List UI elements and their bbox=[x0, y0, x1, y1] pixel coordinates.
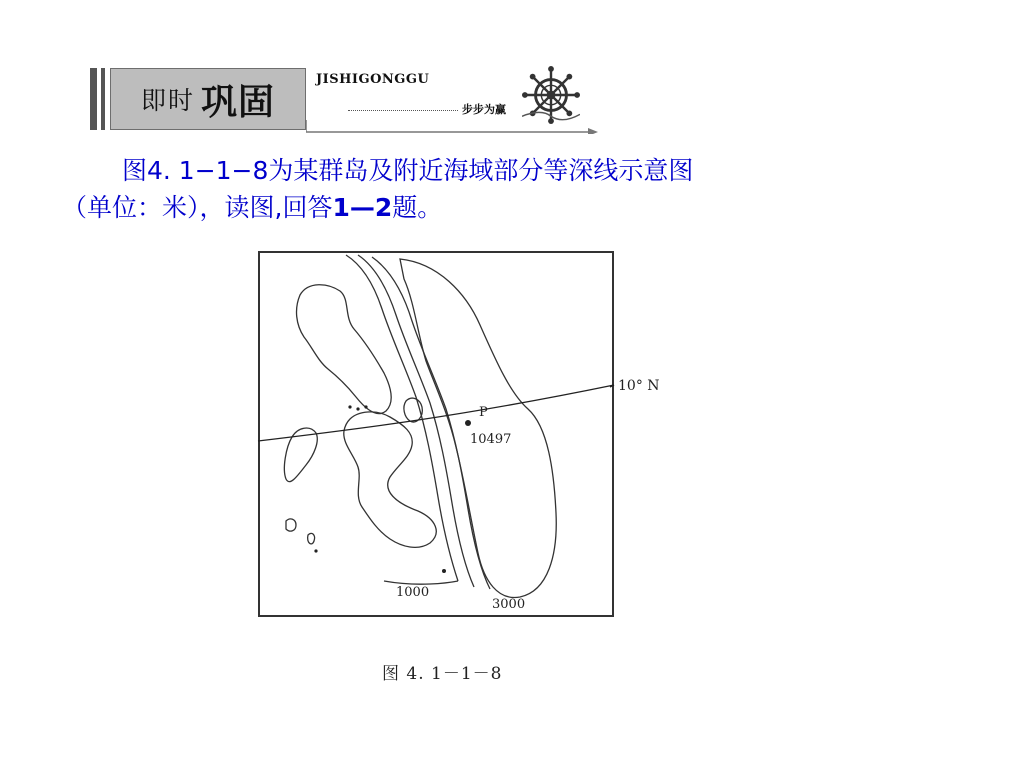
banner-dotted-line bbox=[348, 110, 458, 111]
contour-1000 bbox=[384, 581, 458, 584]
ship-wheel-icon bbox=[522, 66, 580, 124]
banner-title bbox=[111, 69, 305, 129]
banner-motto: 步步为赢 bbox=[462, 103, 506, 116]
bathymetric-map bbox=[258, 251, 614, 617]
banner-accent-bar bbox=[90, 68, 97, 130]
island-south-2 bbox=[308, 533, 315, 543]
section-banner bbox=[90, 64, 610, 136]
latitude-label: 10° N bbox=[618, 378, 660, 394]
contour-line bbox=[346, 255, 458, 581]
latitude-line bbox=[258, 385, 614, 441]
banner-accent-bar bbox=[101, 68, 105, 130]
island-central bbox=[344, 412, 436, 547]
question-line-2-end: 题。 bbox=[392, 193, 443, 222]
island-south bbox=[286, 519, 296, 531]
banner-subtitle: JISHIGONGGU bbox=[316, 72, 430, 87]
banner-title-big: 巩固 bbox=[201, 81, 276, 123]
depth-label: 10497 bbox=[470, 432, 512, 447]
question-range: 1—2 bbox=[332, 193, 393, 222]
question-line-1-text: 图4. 1−1−8为某群岛及附近海域部分等深线示意图 bbox=[122, 156, 694, 185]
banner-title-box bbox=[110, 68, 306, 130]
banner-title-small: 即时 bbox=[140, 86, 195, 115]
point-p-label: P bbox=[479, 405, 488, 420]
contour-label-3000: 3000 bbox=[492, 597, 526, 612]
point-p-marker bbox=[465, 420, 471, 426]
contour-label-1000: 1000 bbox=[396, 585, 430, 600]
question-text bbox=[62, 152, 942, 226]
question-line-2-text: （单位：米），读图,回答 bbox=[62, 193, 333, 222]
question-line-1 bbox=[62, 152, 942, 189]
figure-caption: 图 4. 1－1－8 bbox=[382, 664, 503, 684]
question-line-2 bbox=[62, 189, 942, 226]
island-main bbox=[297, 285, 392, 414]
